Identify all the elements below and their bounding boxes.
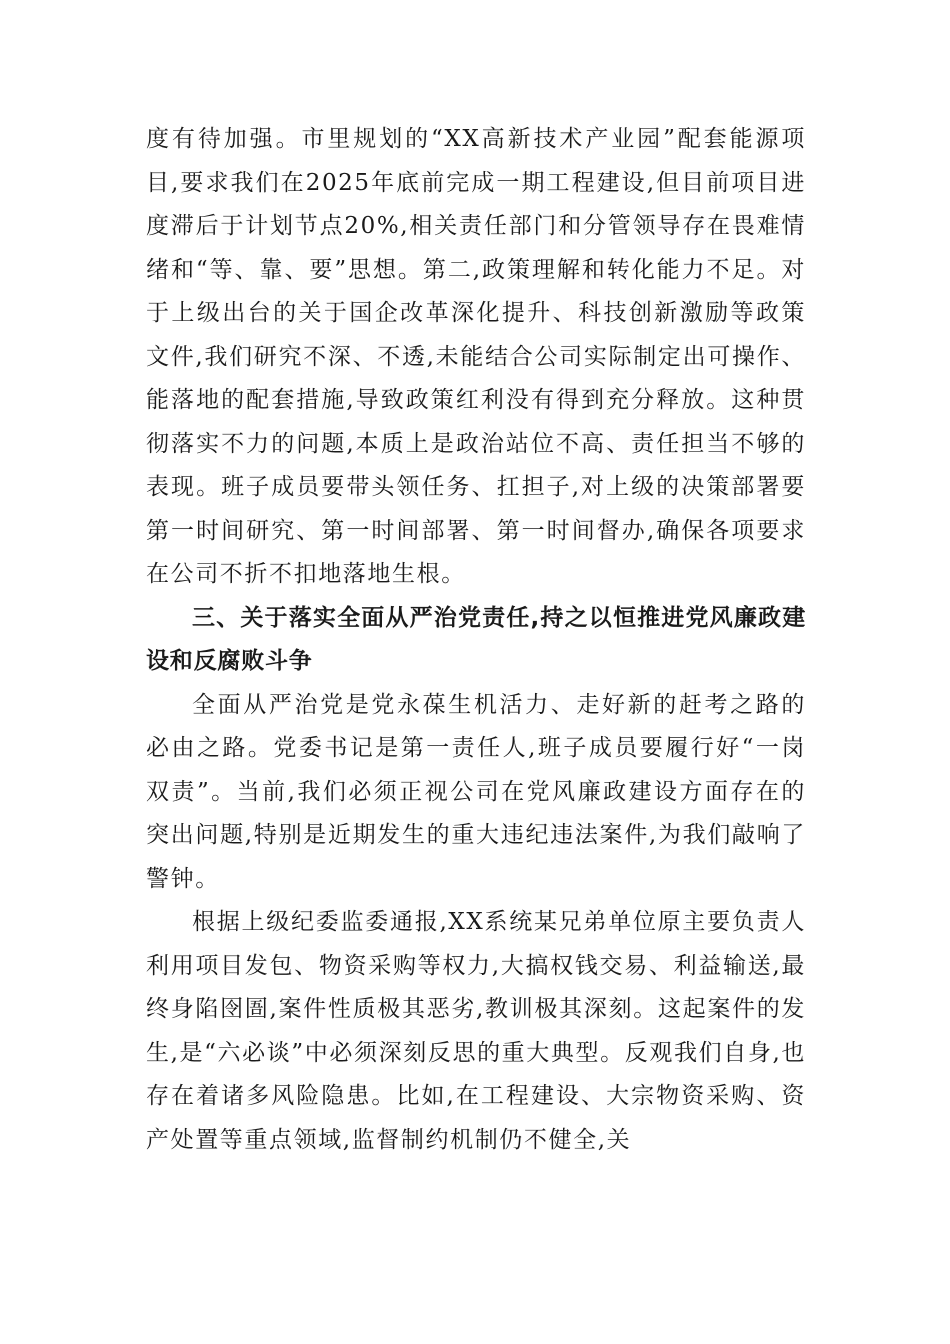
body-paragraph: 根据上级纪委监委通报,XX系统某兄弟单位原主要负责人利用项目发包、物资采购等权力,大搞权钱交易、利益输送,最终身陷囹圄,案件性质极其恶劣,教训极其深刻。这起案件的发生,是“六必谈”中必须深刻反思的重大典型。反观我们自身,也存在着诸多风险隐患。比如,在工程建设、大宗物资采购、资产处置等重点领域,监督制约机制仍不健全,关	[146, 909, 806, 1153]
continued-paragraph: 度有待加强。市里规划的“XX高新技术产业园”配套能源项目,要求我们在2025年底前完成一期工程建设,但目前项目进度滞后于计划节点20%,相关责任部门和分管领导存在畏难情绪和“等、靠、要”思想。第二,政策理解和转化能力不足。对于上级出台的关于国企改革深化提升、科技创新激励等政策文件,我们研究不深、不透,未能结合公司实际制定出可操作、能落地的配套措施,导致政策红利没有得到充分释放。这种贯彻落实不力的问题,本质上是政治站位不高、责任担当不够的表现。班子成员要带头领任务、扛担子,对上级的决策部署要第一时间研究、第一时间部署、第一时间督办,确保各项要求在公司不折不扣地落地生根。	[146, 126, 806, 587]
body-paragraph: 全面从严治党是党永葆生机活力、走好新的赶考之路的必由之路。党委书记是第一责任人,班子成员要履行好“一岗双责”。当前,我们必须正视公司在党风廉政建设方面存在的突出问题,特别是近期发生的重大违纪违法案件,为我们敲响了警钟。	[146, 691, 806, 892]
section-heading: 三、关于落实全面从严治党责任,持之以恒推进党风廉政建设和反腐败斗争	[146, 604, 806, 674]
document-body	[146, 118, 806, 1162]
